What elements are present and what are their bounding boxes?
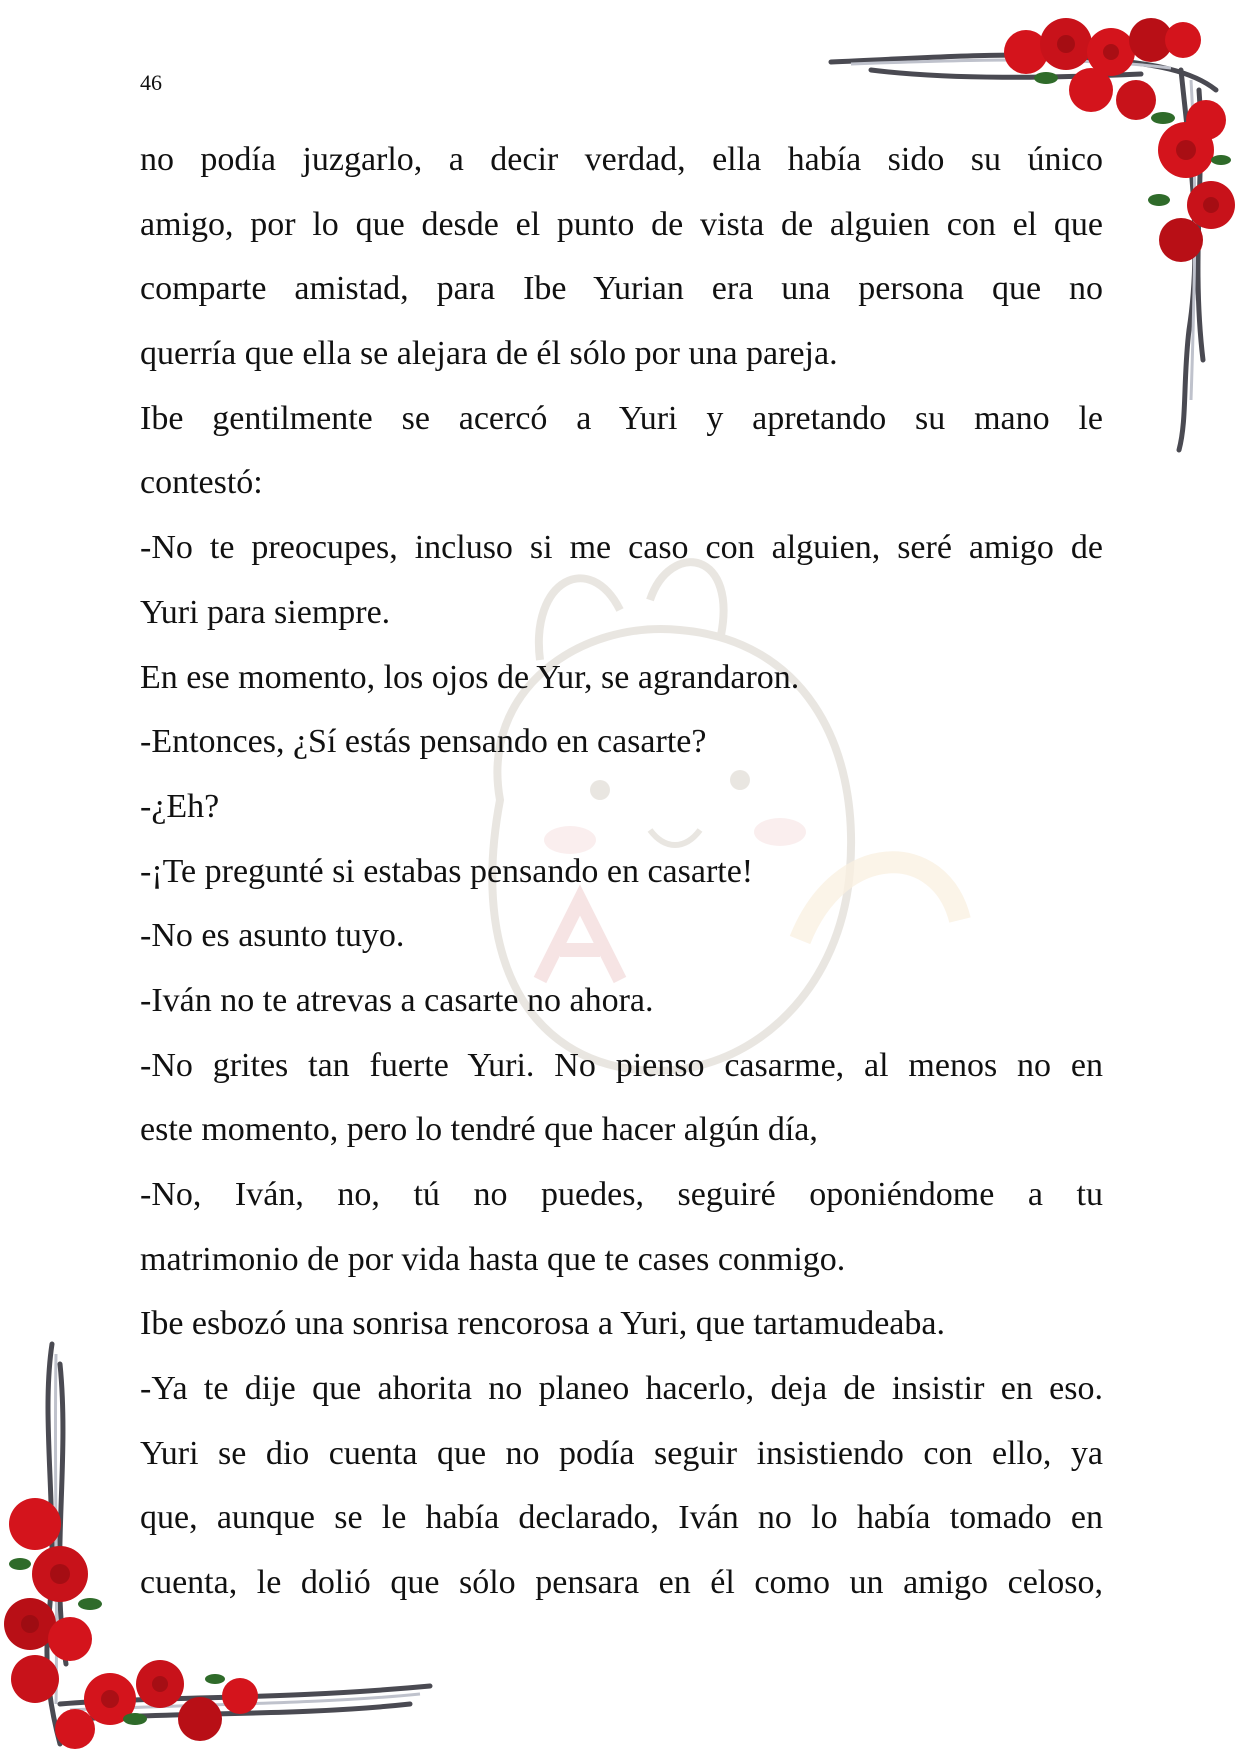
text-line: -¿Eh? bbox=[140, 787, 220, 825]
page-number: 46 bbox=[140, 70, 162, 95]
rose-cluster-bottom bbox=[55, 1660, 258, 1749]
text-line: Ibe gentilmente se acercó a Yuri y apretando su mano le bbox=[140, 399, 1103, 437]
text-line: matrimonio de por vida hasta que te cases conmigo. bbox=[140, 1240, 846, 1278]
text-line: Yuri se dio cuenta que no podía seguir insistiendo con ello, ya bbox=[140, 1434, 1103, 1472]
text-line: -No, Iván, no, tú no puedes, seguiré oponiéndome a tu bbox=[140, 1176, 1103, 1213]
text-line: -Ya te dije que ahorita no planeo hacerlo, deja de insistir en eso. bbox=[140, 1370, 1103, 1408]
text-line: Yuri para siempre. bbox=[140, 593, 391, 631]
rose-cluster-side bbox=[1158, 100, 1235, 262]
text-line: este momento, pero lo tendré que hacer algún día, bbox=[140, 1111, 818, 1149]
text-line: amigo, por lo que desde el punto de vista de alguien con el que bbox=[140, 205, 1103, 243]
text-line: no podía juzgarlo, a decir verdad, ella había sido su único bbox=[140, 141, 1103, 178]
text-line: comparte amistad, para Ibe Yurian era una persona que no bbox=[140, 270, 1103, 308]
body-text bbox=[140, 128, 1103, 1616]
text-line: querría que ella se alejara de él sólo por una pareja. bbox=[140, 335, 838, 373]
text-line: que, aunque se le había declarado, Iván no lo había tomado en bbox=[140, 1499, 1103, 1537]
text-line: Ibe esbozó una sonrisa rencorosa a Yuri, que tartamudeaba. bbox=[140, 1305, 945, 1343]
text-line: En ese momento, los ojos de Yur, se agrandaron. bbox=[140, 658, 800, 696]
text-line: cuenta, le dolió que sólo pensara en él como un amigo celoso, bbox=[140, 1564, 1103, 1602]
text-line: contestó: bbox=[140, 464, 263, 502]
text-line: -No grites tan fuerte Yuri. No pienso casarme, al menos no en bbox=[140, 1046, 1103, 1084]
text-line: -Iván no te atrevas a casarte no ahora. bbox=[140, 981, 654, 1019]
text-line: -¡Te pregunté si estabas pensando en casarte! bbox=[140, 852, 754, 890]
text-line: -Entonces, ¿Sí estás pensando en casarte? bbox=[140, 723, 707, 761]
text-line: -No te preocupes, incluso si me caso con alguien, seré amigo de bbox=[140, 529, 1103, 567]
text-line: -No es asunto tuyo. bbox=[140, 917, 405, 955]
